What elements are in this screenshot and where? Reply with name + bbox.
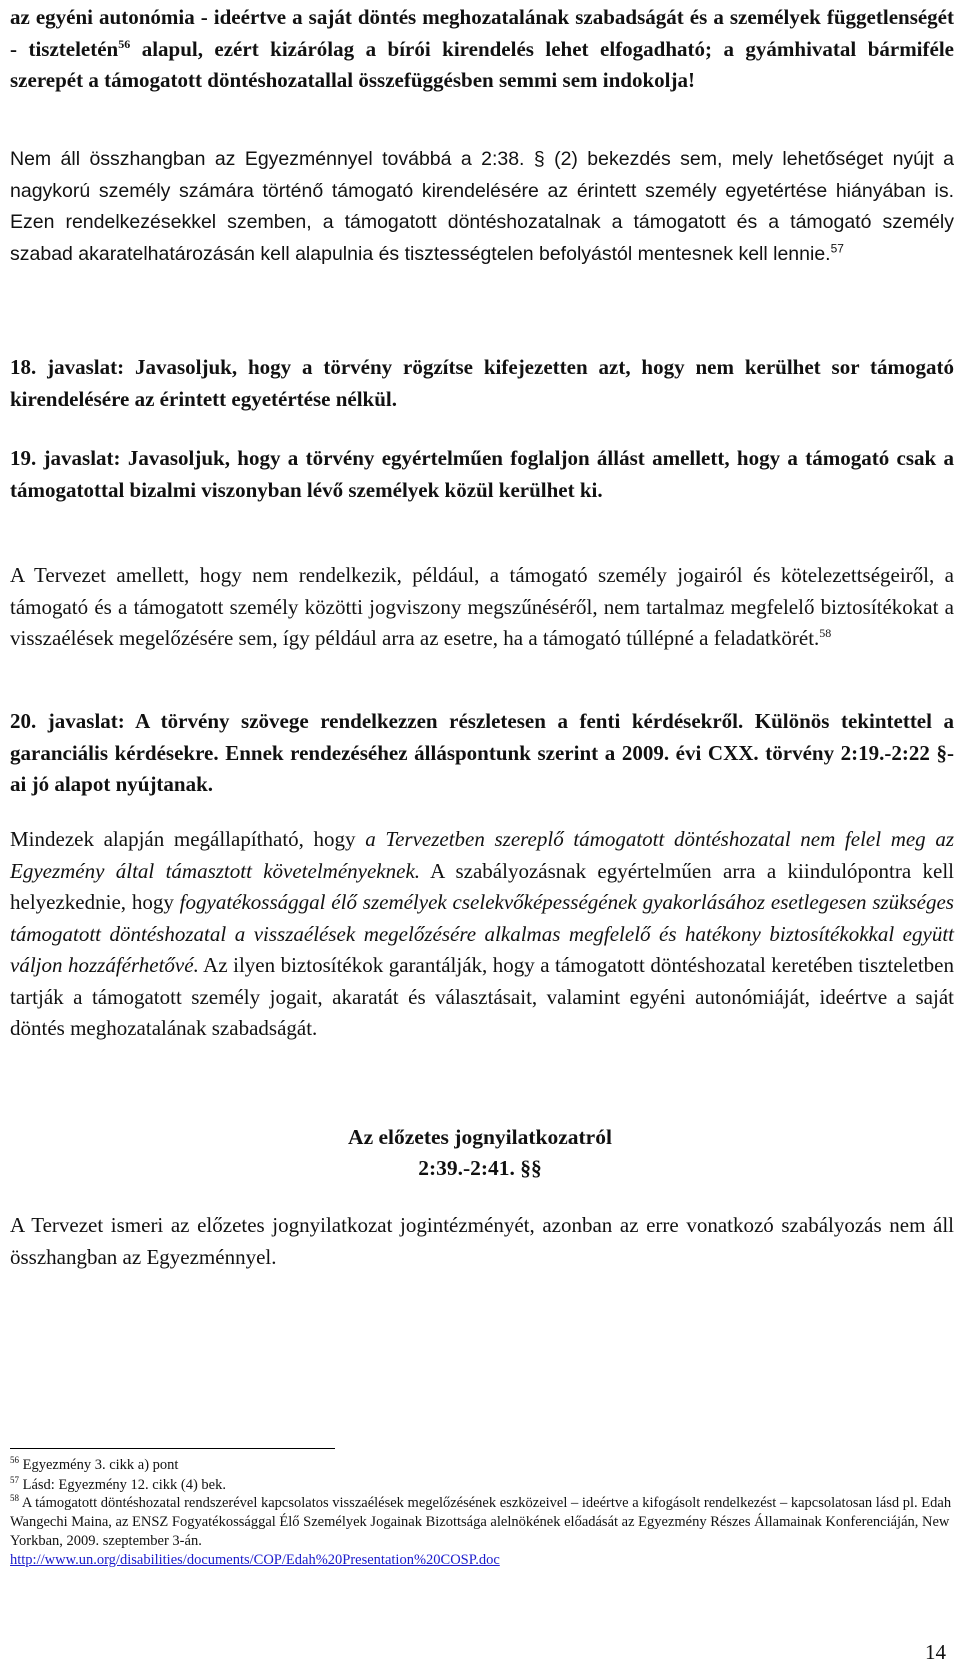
- recommendation-20: 20. javaslat: A törvény szövege rendelkezzen részletesen a fenti kérdésekről. Különös tekintettel a garanciális kérdésekre. Ennek rendezéséhez álláspontunk szerint a 2009. évi CXX. törvény 2:19.-2:22 §-ai jó alapot nyújtanak.: [10, 709, 954, 796]
- paragraph-safeguards: A Tervezet amellett, hogy nem rendelkezik, például, a támogató személy jogairól és kötelezettségeiről, a támogató és a támogatott személy közötti jogviszony megszűnéséről, nem tartalmaz megfelelő biztosítékokat a visszaélések megelőzésére sem, így például arra az esetre, ha a támogató túllépné a feladatkörét.$^{58}$: [10, 563, 954, 650]
- paragraph-consent: Nem áll összhangban az Egyezménnyel továbbá a 2:38. § (2) bekezdés sem, mely lehetőséget nyújt a nagykorú személy számára történő támogató kirendelésére az érintett személy egyetértése hiányában is. Ezen rendelkezésekkel szemben, a támogatott döntéshozatalnak a támogatott és a támogató személy szabad akaratelhatározásán kell alapulnia és tisztességtelen befolyástól mentesnek kell lennie.$^{57}$: [10, 148, 954, 265]
- footnote-separator: [10, 1448, 335, 1449]
- paragraph-advance-directive: A Tervezet ismeri az előzetes jognyilatkozat jogintézményét, azonban az erre vonatkozó szabályozás nem áll összhangban az Egyezménnyel.: [10, 1213, 954, 1269]
- footnote-ref-57[interactable]: 57: [830, 241, 844, 255]
- footnote-ref-58[interactable]: 58: [819, 626, 832, 640]
- section-heading: Az előzetes jognyilatkozatról: [348, 1125, 612, 1149]
- recommendation-19: 19. javaslat: Javasoljuk, hogy a törvény egyértelműen foglaljon állást amellett, hogy a támogató csak a támogatottal bizalmi viszonyban lévő személyek közül kerülhet ki.: [10, 446, 954, 502]
- footnote-56: $^{56}$ Egyezmény 3. cikk a) pont: [10, 1455, 179, 1473]
- paragraph-conclusion: Mindezek alapján megállapítható, hogy a Tervezetben szereplő támogatott döntéshozatal nem felel meg az Egyezmény által támasztott követelményeknek. A szabályozásnak egyértelműen arra a kiindulópontra kell helyezkednie, hogy fogyatékossággal élő személyek cselekvőképességének gyakorlásához esetlegesen szükséges támogatott döntéshozatal a visszaélések megelőzésére alkalmas megfelelő és hatékony biztosítékokkal együtt váljon hozzáférhetővé. Az ilyen biztosítékok garantálják, hogy a támogatott döntéshozatal keretében tiszteletben tartják a támogatott személy jogait, akaratát és választásait, valamint egyéni autonómiáját, ideértve a saját döntés meghozatalának szabadságát.: [10, 827, 955, 1040]
- section-subheading: 2:39.-2:41. §§: [418, 1156, 542, 1180]
- paragraph-autonomy: az egyéni autonómia - ideértve a saját döntés meghozatalának szabadságát és a személyek függetlenségét - tiszteletén$^{56}$ alapul, ezért kizárólag a bírói kirendelés lehet elfogadható; a gyámhivatal bármiféle szerepét a támogatott döntéshozatallal összefüggésben semmi sem indokolja!: [10, 5, 954, 92]
- footnote-ref-56[interactable]: 56: [118, 36, 131, 51]
- recommendation-18: 18. javaslat: Javasoljuk, hogy a törvény rögzítse kifejezetten azt, hogy nem kerülhet sor támogató kirendelésére az érintett egyetértése nélkül.: [10, 355, 954, 411]
- page-number: 14: [925, 1640, 946, 1664]
- footnote-58: $^{58}$ A támogatott döntéshozatal rendszerével kapcsolatos visszaélések megelőzésének eszközeivel – ideértve a kifogásolt rendelkezést – kapcsolatosan lásd pl. Edah Wangechi Maina, az ENSZ Fogyatékossággal Élő Személyek Jogainak Bizottsága alelnökének előadását az Egyezmény Részes Államainak Konferenciáján, New Yorkban, 2009. szeptember 3-án. http://www.un.org/disabilities/documents/COP/Edah%20Presentation%20COSP.doc: [10, 1493, 952, 1568]
- footnote-58-link[interactable]: http://www.un.org/disabilities/documents/COP/Edah%20Presentation%20COSP.doc: [10, 1552, 500, 1568]
- footnote-57: $^{57}$ Lásd: Egyezmény 12. cikk (4) bek.: [10, 1475, 226, 1493]
